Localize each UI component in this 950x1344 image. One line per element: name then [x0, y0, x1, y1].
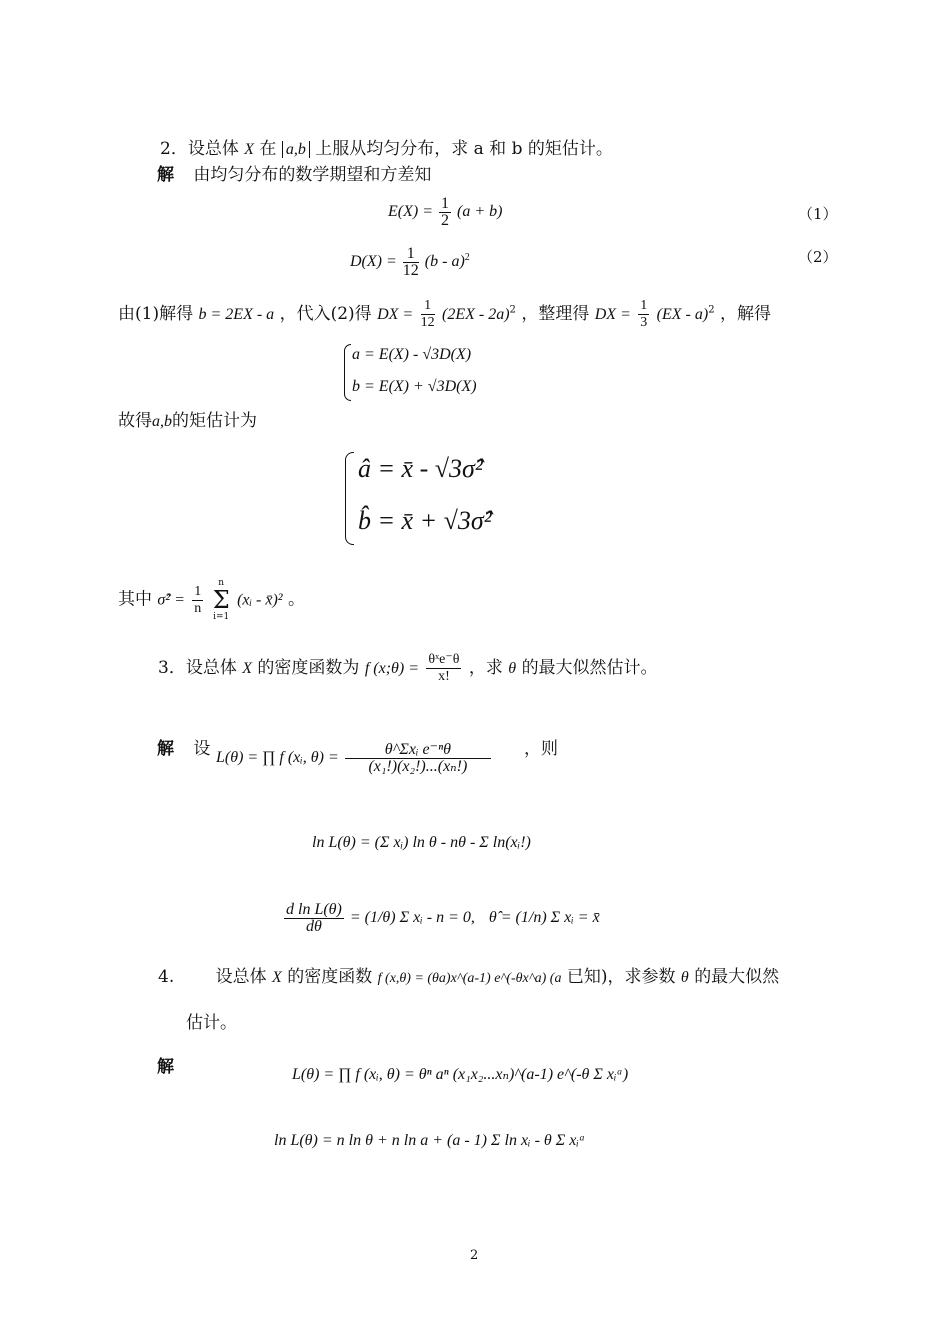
- problem-2-statement: [160, 138, 613, 161]
- text: 的最大似然: [694, 967, 780, 987]
- problem-4-continuation: 估计。: [186, 1013, 237, 1033]
- system-line-1: a = E(X) - √3D(X): [352, 346, 472, 363]
- fraction: [421, 298, 435, 331]
- problem-2-rest: 上服从均匀分布，求 a 和 b 的矩估计。: [315, 139, 613, 159]
- derivation-line: 由(1)解得 b = 2EX - a ，代入(2)得 DX = $\frac{1}{12}$ (2EX - 2a)$^2$ ，整理得 DX = $\frac{1}{3}$ (EX - a)$^2$ ，解得: [118, 298, 771, 330]
- text: 的最大似然估计。: [521, 658, 658, 678]
- text: 其中: [118, 589, 152, 610]
- log-likelihood-3: ln L(θ) = (Σ xᵢ) ln θ - nθ - Σ ln(xᵢ!): [312, 834, 531, 851]
- problem-4-number: 4.: [158, 967, 175, 987]
- system-line-2: b = E(X) + √3D(X): [352, 378, 477, 395]
- text: 设总体: [215, 967, 267, 987]
- solution-label: 解: [157, 165, 174, 185]
- text: 已知)，求参数: [566, 967, 676, 987]
- fraction-twelfth: [403, 246, 419, 279]
- math: = (1/θ) Σ xᵢ - n = 0,: [349, 909, 475, 927]
- estimator-b: b̂ = x̄ + √3σ̂²: [358, 506, 492, 535]
- eq1-rhs: (a + b): [457, 203, 503, 221]
- frac-den: x!: [438, 669, 450, 684]
- sum-sign: n Σ i=1: [212, 578, 230, 622]
- text: 的矩估计为: [172, 411, 257, 431]
- text: 故得: [118, 411, 152, 431]
- interval-ab: a,b: [282, 141, 310, 158]
- text: 的密度函数: [287, 967, 373, 987]
- frac-den: dθ: [306, 918, 322, 935]
- math: (xᵢ - x̄)²: [237, 591, 283, 609]
- math: DX =: [377, 306, 414, 323]
- text: 的密度函数为: [257, 658, 360, 678]
- fraction: [426, 652, 461, 685]
- log-likelihood-4: ln L(θ) = n ln θ + n ln a + (a - 1) Σ ln xᵢ - θ Σ xᵢᵃ: [274, 1132, 586, 1149]
- then-text: ，则: [524, 739, 558, 759]
- frac-num: θˣe⁻θ: [428, 652, 460, 667]
- fraction: $\frac{1}{n}$: [194, 583, 202, 616]
- math: θ: [680, 969, 689, 986]
- frac-den: 12: [402, 262, 419, 279]
- math: a,b: [152, 413, 172, 430]
- equation-1: [388, 196, 502, 229]
- solution-label: 解: [157, 739, 174, 759]
- brace: [345, 498, 354, 545]
- brace: [344, 372, 351, 401]
- likelihood-3: [216, 742, 493, 775]
- equation-2-number: （2）: [798, 248, 838, 266]
- equation-1-number: （1）: [798, 205, 838, 223]
- frac-num: 1: [640, 298, 648, 313]
- page-number: 2: [470, 1248, 479, 1263]
- estimator-intro: [118, 410, 257, 433]
- problem-2-number: 2．设总体: [160, 139, 239, 159]
- frac-den: 12: [420, 315, 435, 330]
- var-X: X: [272, 969, 282, 986]
- text: 设: [193, 739, 211, 759]
- problem-3-statement: [158, 652, 658, 685]
- text: ，整理得: [521, 304, 590, 324]
- derivative-3: [282, 902, 600, 935]
- text: ，解得: [719, 304, 771, 324]
- solution-2-text: 由均匀分布的数学期望和方差知: [193, 165, 432, 185]
- math: θ: [508, 660, 517, 677]
- fraction: [638, 298, 649, 331]
- text: ，代入(2)得: [279, 304, 372, 324]
- math: L(θ) = ∏ f (xᵢ, θ) =: [216, 749, 339, 767]
- frac-num: 1: [403, 246, 419, 263]
- frac-den: 3: [640, 315, 648, 330]
- sigma-definition: [118, 578, 305, 622]
- eq2-lhs: D(X) =: [350, 253, 397, 271]
- frac-den: 2: [441, 212, 449, 229]
- frac-den: (x₁!)(x₂!)...(xₙ!): [368, 758, 468, 775]
- fraction: [345, 742, 491, 775]
- solution-2-intro: [157, 164, 431, 186]
- problem-3-number: 3．设总体: [158, 658, 237, 678]
- math: σ̂² =: [157, 591, 185, 609]
- solution-label: 解: [157, 1057, 174, 1077]
- estimator-a: â = x̄ - √3σ̂²: [358, 454, 483, 483]
- frac-num: d ln L(θ): [286, 901, 342, 918]
- text: ，求: [468, 658, 503, 678]
- frac-num: 1: [441, 195, 449, 212]
- eq2-rhs: (b - a): [424, 253, 465, 271]
- fraction-half: [439, 196, 451, 229]
- likelihood-4: L(θ) = ∏ f (xᵢ, θ) = θⁿ aⁿ (x₁x₂...xₙ)^(a-1) e^(-θ Σ xᵢᵃ): [292, 1066, 629, 1083]
- solution-3-label: [157, 738, 210, 760]
- brace: [344, 344, 351, 373]
- frac-num: θ^Σxᵢ e⁻ⁿθ: [345, 742, 491, 759]
- eq1-lhs: E(X) =: [388, 203, 433, 221]
- var-X: X: [244, 141, 255, 158]
- math: b = 2EX - a: [198, 306, 275, 323]
- math: (2EX - 2a): [442, 306, 510, 323]
- fraction: [284, 902, 344, 935]
- math: f (x,θ) = (θa)x^(a-1) e^(-θx^a) (a: [377, 971, 562, 986]
- text: 。: [288, 589, 305, 610]
- math: θ̂ = (1/n) Σ xᵢ = x̄: [488, 909, 600, 927]
- text: 由(1)解得: [118, 304, 194, 324]
- math: (EX - a): [656, 306, 709, 323]
- problem-4-statement: [158, 966, 779, 990]
- brace: [345, 452, 354, 499]
- frac-num: 1: [421, 298, 435, 315]
- equation-2: D(X) = $\frac{1}{12}$ (b - a)$^2$: [350, 245, 470, 279]
- var-X: X: [242, 660, 253, 677]
- text-in: 在: [259, 139, 277, 159]
- math: f (x;θ) =: [364, 660, 420, 677]
- math: DX =: [594, 306, 631, 323]
